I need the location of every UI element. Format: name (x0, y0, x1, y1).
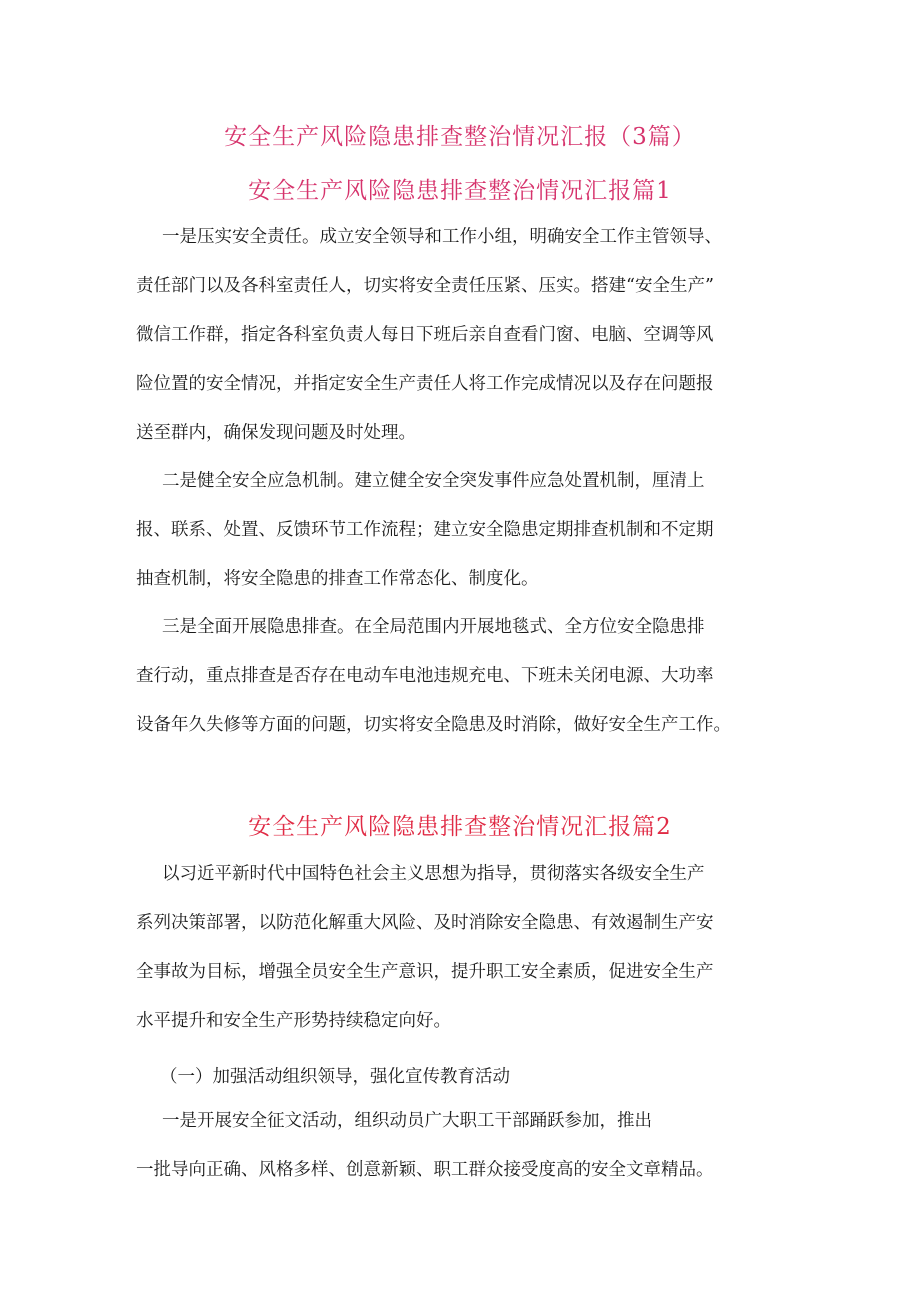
text-line: 查行动，重点排查是否存在电动车电池违规充电、下班未关闭电源、大功率 (136, 666, 714, 686)
text-line: 报、联系、处置、反馈环节工作流程；建立安全隐患定期排查机制和不定期 (136, 520, 714, 540)
main-title: 安全生产风险隐患排查整治情况汇报（3篇） (224, 124, 696, 150)
text-line: 责任部门以及各科室责任人，切实将安全责任压紧、压实。搭建“安全生产” (136, 276, 714, 296)
section-2-title: 安全生产风险隐患排查整治情况汇报篇2 (248, 814, 672, 840)
text-line: 微信工作群，指定各科室负责人每日下班后亲自查看门窗、电脑、空调等风 (136, 325, 714, 345)
text-line: 系列决策部署，以防范化解重大风险、及时消除安全隐患、有效遏制生产安 (136, 913, 714, 933)
text-line: 险位置的安全情况，并指定安全生产责任人将工作完成情况以及存在问题报 (136, 374, 714, 394)
text-line: 设备年久失修等方面的问题，切实将安全隐患及时消除，做好安全生产工作。 (136, 715, 731, 735)
text-line: 以习近平新时代中国特色社会主义思想为指导，贯彻落实各级安全生产 (162, 864, 705, 884)
section-1-title: 安全生产风险隐患排查整治情况汇报篇1 (248, 178, 672, 204)
text-line: 水平提升和安全生产形势持续稳定向好。 (136, 1011, 451, 1031)
text-line: 一是压实安全责任。成立安全领导和工作小组，明确安全工作主管领导、 (162, 227, 722, 247)
text-line: 一是开展安全征文活动，组织动员广大职工干部踊跃参加，推出 (162, 1111, 652, 1131)
text-line: 一批导向正确、风格多样、创意新颖、职工群众接受度高的安全文章精品。 (136, 1160, 714, 1180)
text-line: 送至群内，确保发现问题及时处理。 (136, 423, 416, 443)
text-line: 抽查机制，将安全隐患的排查工作常态化、制度化。 (136, 569, 539, 589)
text-line: 全事故为目标，增强全员安全生产意识，提升职工安全素质，促进安全生产 (136, 962, 714, 982)
text-line: 三是全面开展隐患排查。在全局范围内开展地毯式、全方位安全隐患排 (162, 617, 705, 637)
subsection-heading: （一）加强活动组织领导，强化宣传教育活动 (160, 1067, 510, 1087)
text-line: 二是健全安全应急机制。建立健全安全突发事件应急处置机制，厘清上 (162, 471, 705, 491)
